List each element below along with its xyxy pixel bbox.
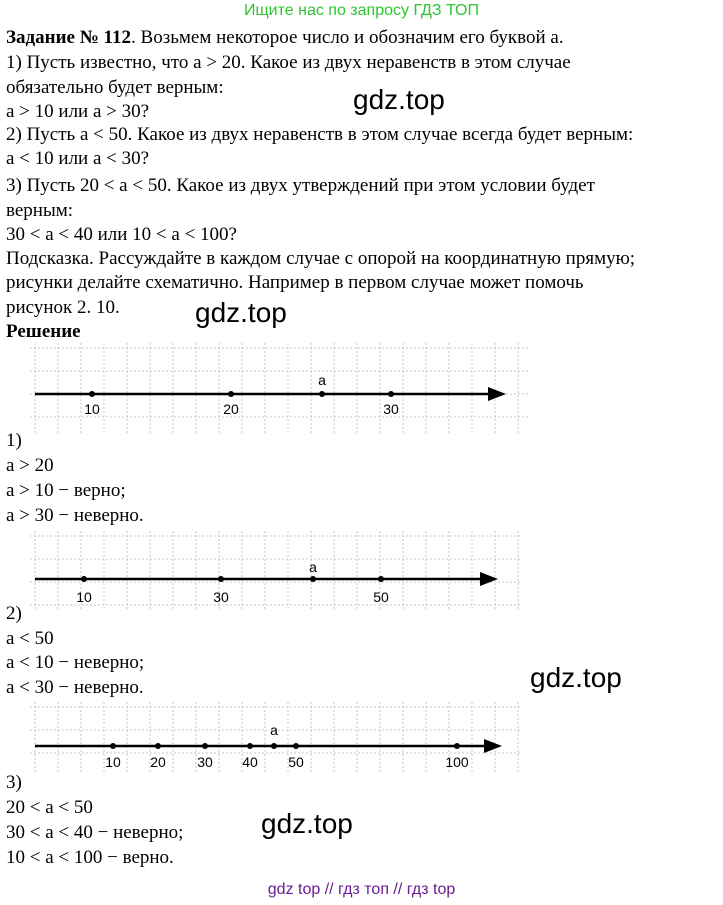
- tick-point: [155, 743, 161, 749]
- tick-point: [378, 576, 384, 582]
- arrow-head-icon: [484, 739, 502, 753]
- task-line: a < 10 или a < 30?: [6, 148, 150, 169]
- number-line-figure-3: [30, 702, 520, 774]
- tick-label: 50: [288, 754, 304, 770]
- footer-links[interactable]: gdz top // гдз топ // гдз top: [267, 881, 456, 898]
- task-line: верным:: [6, 200, 74, 221]
- tick-label: 30: [213, 589, 229, 605]
- solution-line: a < 30 − неверно.: [6, 677, 144, 698]
- tick-label: 20: [223, 401, 239, 417]
- search-banner[interactable]: Ищите нас по запросу ГДЗ ТОП: [244, 2, 479, 19]
- solution-line: a > 20: [6, 455, 54, 476]
- task-title: Задание № 112: [6, 27, 132, 48]
- watermark: gdz.top: [261, 808, 353, 839]
- tick-point: [89, 391, 95, 397]
- watermark: gdz.top: [353, 84, 445, 115]
- solution-line: a < 10 − неверно;: [6, 652, 145, 673]
- tick-point: [247, 743, 253, 749]
- task-line: рисунок 2. 10.: [6, 297, 120, 318]
- tick-point: [81, 576, 87, 582]
- solution-line: 20 < a < 50: [6, 797, 93, 818]
- watermark: gdz.top: [530, 662, 622, 693]
- point-a-label: a: [270, 722, 278, 738]
- tick-label: 30: [197, 754, 213, 770]
- task-line: Подсказка. Рассуждайте в каждом случае с опорой на координатную прямую;: [6, 248, 636, 269]
- point-a-label: a: [309, 559, 317, 575]
- number-line-figure-1: [30, 343, 530, 433]
- tick-point: [388, 391, 394, 397]
- tick-point: [228, 391, 234, 397]
- arrow-head-icon: [488, 387, 506, 401]
- solution-line: 10 < a < 100 − верно.: [6, 847, 174, 868]
- task-intro: . Возьмем некоторое число и обозначим его буквой a.: [131, 27, 564, 48]
- tick-label: 100: [445, 754, 469, 770]
- solution-number: 1): [6, 430, 22, 451]
- tick-point: [110, 743, 116, 749]
- watermark: gdz.top: [195, 297, 287, 328]
- tick-point: [454, 743, 460, 749]
- number-line-figure-2: [30, 531, 520, 609]
- point-a: [319, 391, 325, 397]
- point-a-label: a: [318, 372, 326, 388]
- point-a: [310, 576, 316, 582]
- tick-label: 10: [76, 589, 92, 605]
- number-line-3-svg: [30, 702, 520, 774]
- task-line: 3) Пусть 20 < a < 50. Какое из двух утверждений при этом условии будет: [6, 175, 595, 196]
- tick-label: 40: [242, 754, 258, 770]
- tick-point: [293, 743, 299, 749]
- tick-label: 50: [373, 589, 389, 605]
- solution-number: 3): [6, 772, 22, 793]
- task-line: 30 < a < 40 или 10 < a < 100?: [6, 224, 237, 245]
- tick-label: 10: [105, 754, 121, 770]
- solution-line: a > 10 − верно;: [6, 480, 126, 501]
- task-line: обязательно будет верным:: [6, 77, 224, 98]
- point-a: [271, 743, 277, 749]
- solution-heading: Решение: [6, 321, 81, 342]
- solution-line: a > 30 − неверно.: [6, 505, 144, 526]
- solution-number: 2): [6, 603, 22, 624]
- tick-label: 30: [383, 401, 399, 417]
- task-line: 1) Пусть известно, что a > 20. Какое из двух неравенств в этом случае: [6, 52, 571, 73]
- tick-point: [218, 576, 224, 582]
- task-line: 2) Пусть a < 50. Какое из двух неравенств в этом случае всегда будет верным:: [6, 124, 634, 145]
- task-title-line: [6, 27, 564, 49]
- number-line-1-svg: [30, 343, 530, 433]
- solution-line: 30 < a < 40 − неверно;: [6, 822, 184, 843]
- tick-label: 20: [150, 754, 166, 770]
- task-line: a > 10 или a > 30?: [6, 101, 150, 122]
- solution-line: a < 50: [6, 628, 54, 649]
- tick-label: 10: [84, 401, 100, 417]
- task-line: рисунки делайте схематично. Например в первом случае может помочь: [6, 272, 584, 293]
- tick-point: [202, 743, 208, 749]
- number-line-2-svg: [30, 531, 520, 609]
